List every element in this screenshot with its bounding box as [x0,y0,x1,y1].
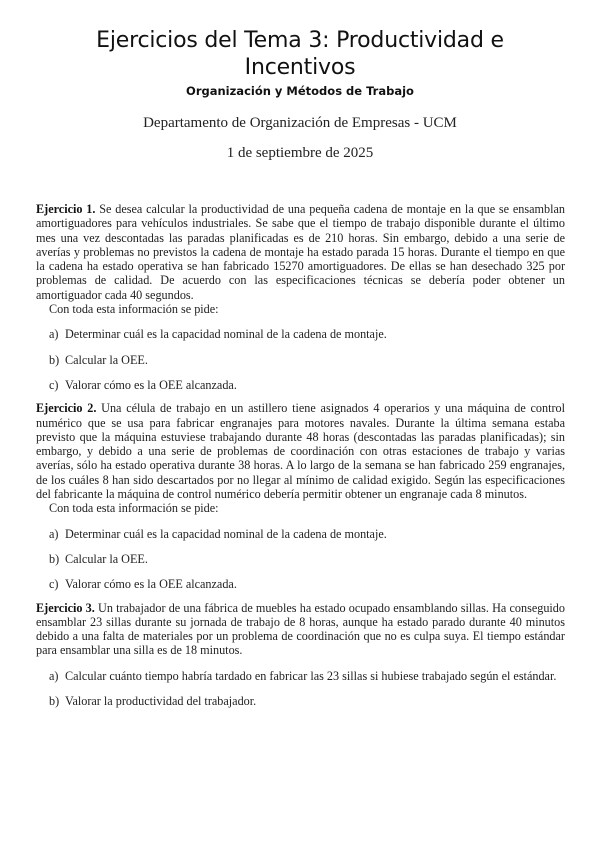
exercise-question-list [36,527,565,592]
list-item [36,327,565,341]
item-label: a) [49,327,59,342]
document-subtitle: Organización y Métodos de Trabajo [186,84,414,98]
item-label: a) [49,526,59,541]
exercise-text: Una célula de trabajo en un astillero tiene asignados 4 operarios y una máquina de control numérico que se usa para fabricar engranajes para motores navales. Durante la última semana estaba previsto que la máquina estuviese trabajando durante 48 horas (descontadas las paradas planificadas); sin embargo, y debido a una serie de problemas de coordinación con otras estaciones de trabajo y varias averías, sólo ha estado operativa durante 38 horas. A lo largo de la semana se han fabricado 259 engranajes, de los cuáles 8 han sido descartados por no llegar al mínimo de calidad exigido. Según las especificaciones del fabricante la máquina de control numérico debería permitir obtener un engranaje cada 8 minutos. [36,401,566,502]
item-label: c) [49,577,59,592]
item-text: Valorar cómo es la OEE alcanzada. [65,377,237,392]
exercise-3 [36,601,565,709]
item-text: Calcular la OEE. [65,352,148,367]
exercise-prompt: Con toda esta información se pide: [49,501,219,516]
item-text: Calcular la OEE. [65,551,148,566]
exercise-question-list [36,669,565,709]
document-body [36,202,565,708]
item-label: b) [49,551,60,566]
list-item [36,669,565,683]
item-label: b) [49,352,60,367]
document-title: Ejercicios del Tema 3: Productividad e Incentivos [96,28,504,80]
item-label: a) [49,668,59,683]
exercise-2 [36,401,565,591]
exercise-label: Ejercicio 2. [36,401,97,416]
exercise-label: Ejercicio 1. [36,202,96,216]
item-text: Determinar cuál es la capacidad nominal de la cadena de montaje. [65,526,387,541]
item-text: Determinar cuál es la capacidad nominal de la cadena de montaje. [65,327,387,342]
list-item [36,527,565,541]
document-date: 1 de septiembre de 2025 [226,145,374,161]
list-item [36,552,565,566]
exercise-text: Un trabajador de una fábrica de muebles ha estado ocupado ensamblando sillas. Ha conseguido ensamblar 23 sillas durante su jornada de trabajo de 8 horas, aunque ha estado parado durante 40 minutos debido a una falta de materiales por un problema de coordinación que no es culpa suya. El tiempo estándar para ensamblar una silla es de 18 minutos. [36,600,565,658]
exercise-statement [36,202,565,302]
list-item [36,353,565,367]
list-item [36,694,565,708]
exercise-prompt: Con toda esta información se pide: [49,302,219,317]
list-item [36,577,565,591]
list-item [36,378,565,392]
exercise-1 [36,202,565,392]
item-label: b) [49,694,60,709]
title-block [0,27,600,162]
exercise-question-list [36,327,565,392]
item-text: Calcular cuánto tiempo habría tardado en fabricar las 23 sillas si hubiese trabajado según el estándar. [65,668,557,683]
item-text: Valorar cómo es la OEE alcanzada. [65,577,237,592]
exercise-label: Ejercicio 3. [36,600,95,615]
exercise-text: Se desea calcular la productividad de una pequeña cadena de montaje en la que se ensamblan amortiguadores para vehículos industriales. Se sabe que el tiempo de trabajo disponible durante el último mes una vez descontadas las paradas planificadas es de 210 horas. Sin embargo, debido a una serie de averías y problemas no previstos la cadena de montaje ha estado parada 15 horas. Durante el tiempo en que la cadena ha estado operativa se han fabricado 15270 amortiguadores. De ellas se han desechado 325 por problemas de calidad. De acuerdo con las especificaciones técnicas se debería poder obtener un amortiguador cada 40 segundos. [36,202,565,302]
author-department: Departamento de Organización de Empresas - UCM [143,115,457,131]
item-text: Valorar la productividad del trabajador. [65,694,257,709]
exercise-statement [36,601,565,658]
item-label: c) [49,377,59,392]
exercise-statement [36,401,565,501]
